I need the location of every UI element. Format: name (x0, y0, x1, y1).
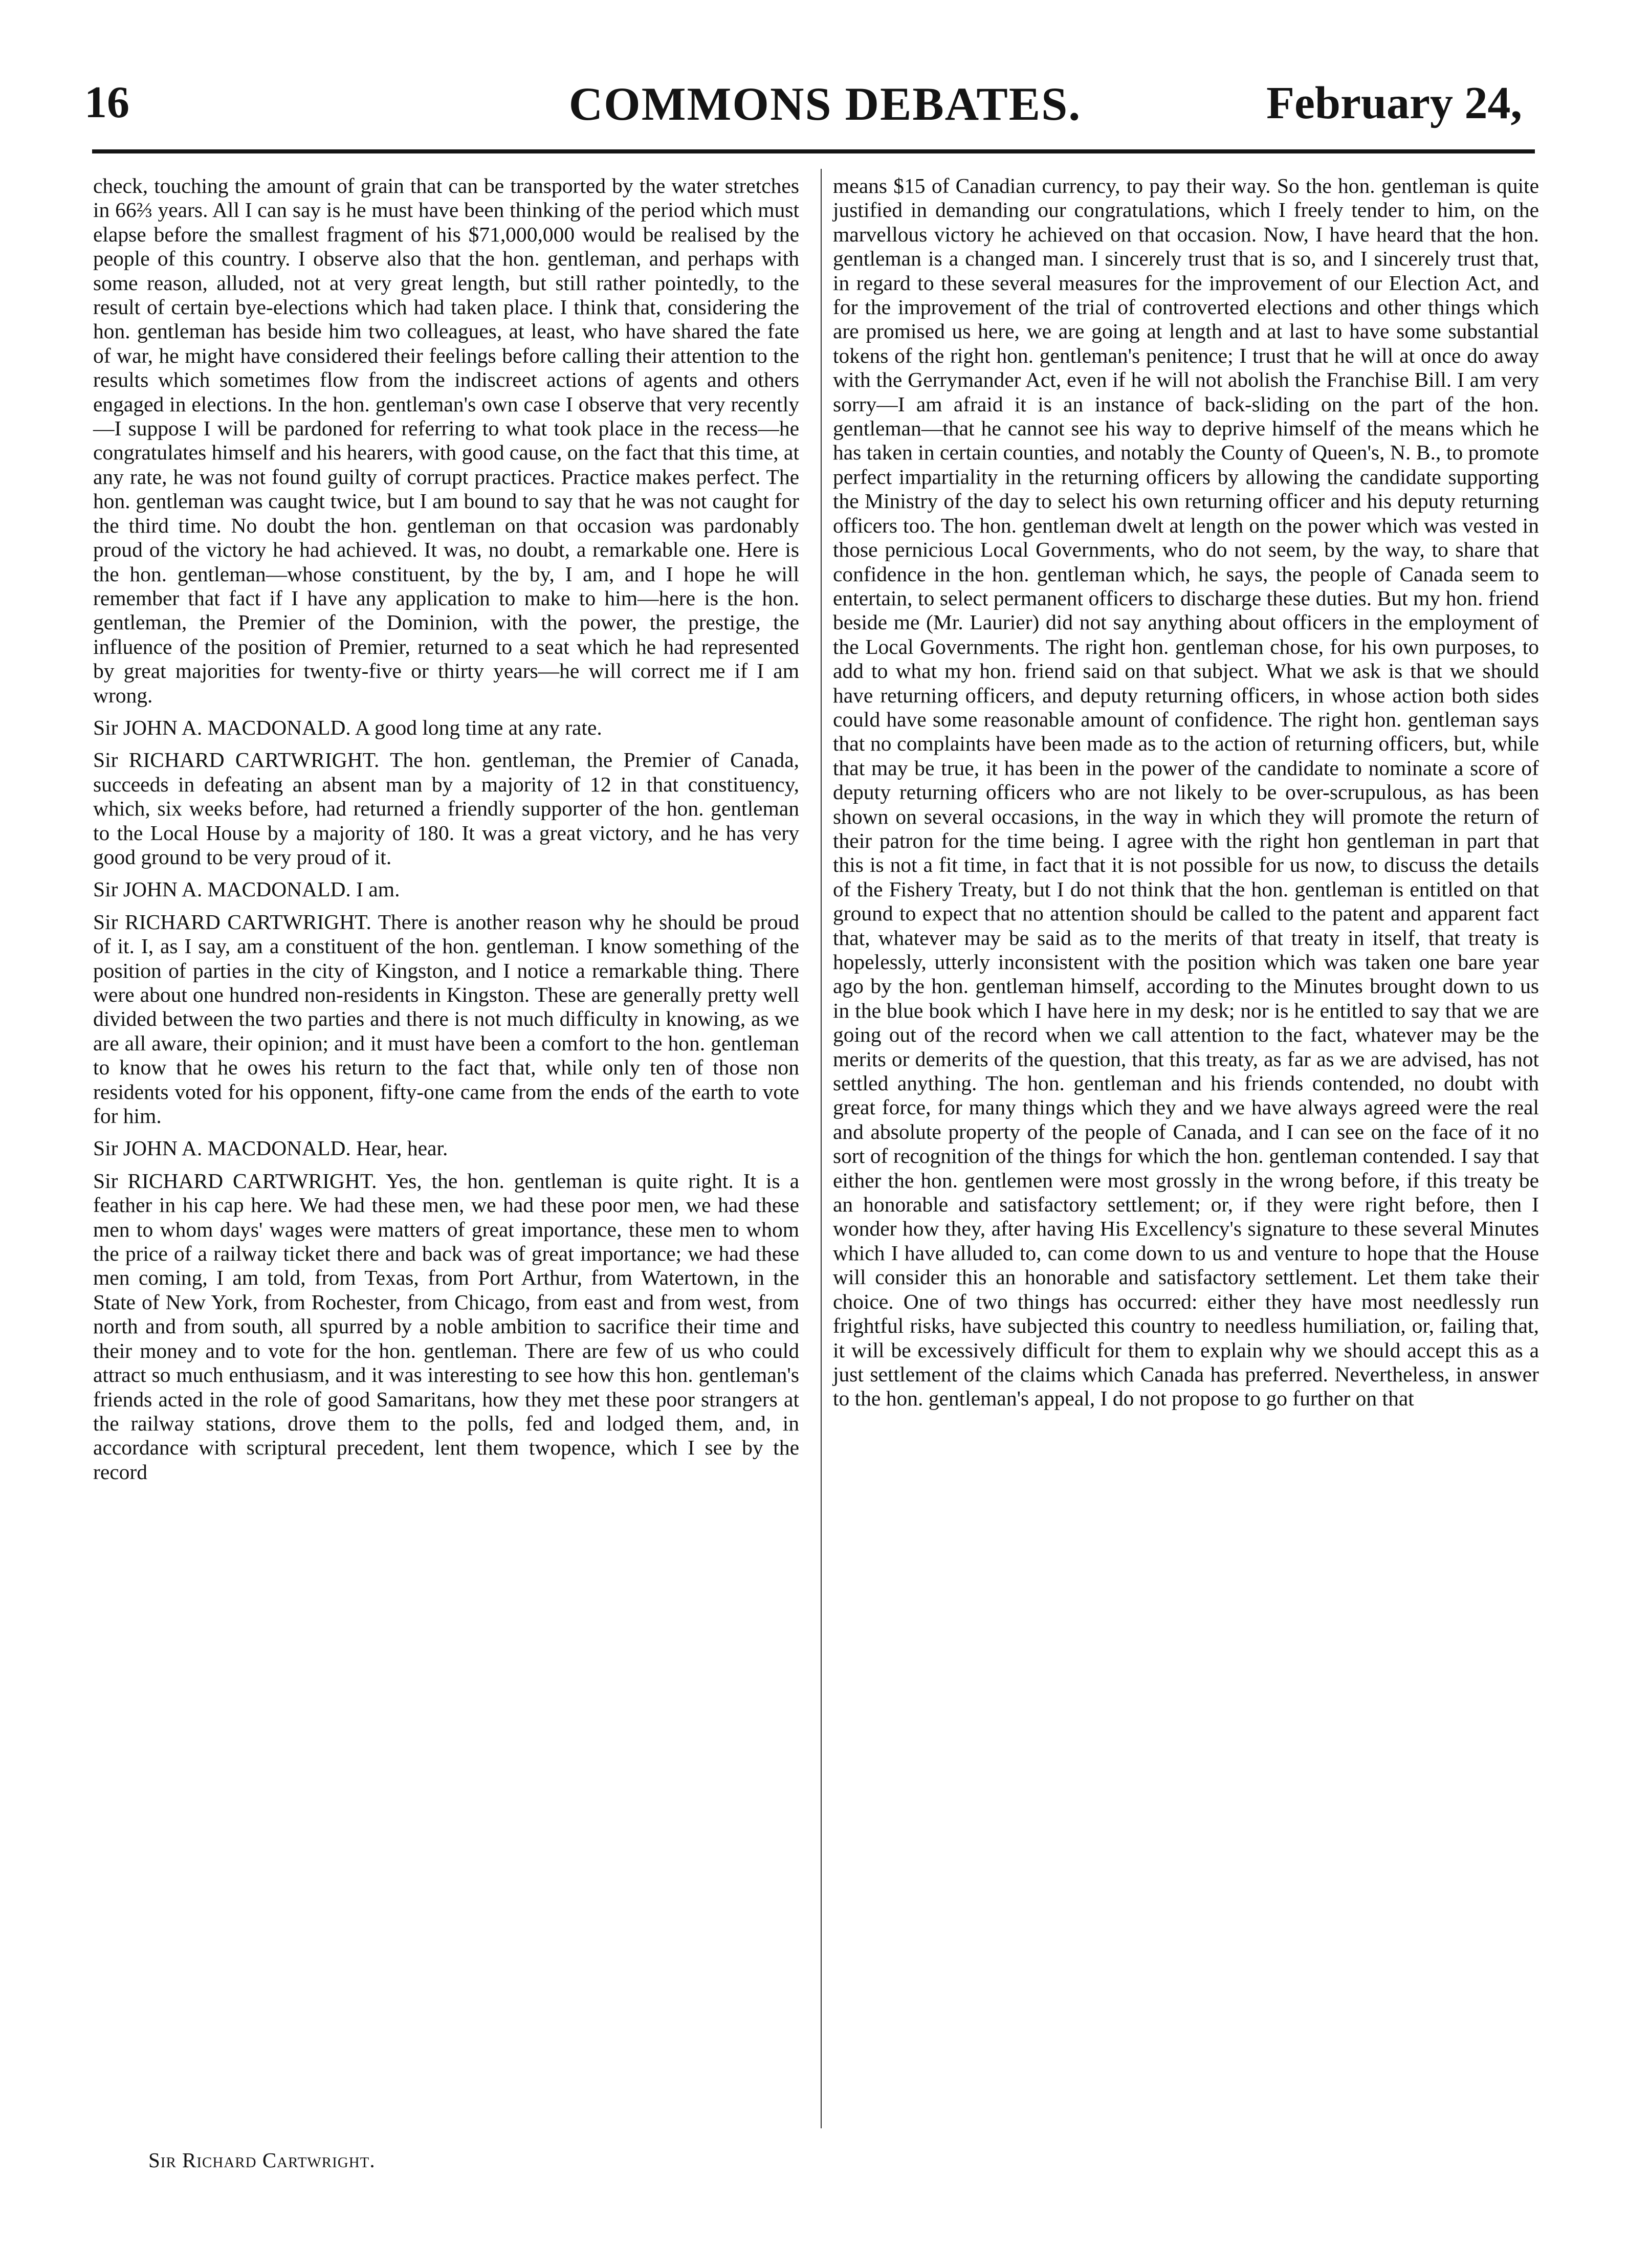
header-rule (92, 149, 1535, 153)
speaker-name: Sir JOHN A. MACDONALD. (93, 1136, 351, 1160)
right-column (833, 174, 1539, 1411)
paragraph (93, 910, 799, 1129)
paragraph (93, 1169, 799, 1484)
page-date: February 24, (1266, 78, 1522, 128)
left-column (93, 174, 799, 1484)
paragraph-text: check, touching the amount of grain that can be transported by the water stretches in 66⅔ years. All I can say is he must have been thinking of the period which must elapse before the smallest fragment of his $71,000,000 would be realised by the people of this country. I observe also that the hon. gentleman, and perhaps with some reason, alluded, not at very great length, but still rather pointedly, to the result of certain bye-elections which had taken place. I think that, considering the hon. gentleman has beside him two colleagues, at least, who have shared the fate of war, he might have considered their feelings before calling their attention to the results which sometimes flow from the indiscreet actions of agents and others engaged in elections. In the hon. gentleman's own case I observe that very recently—I suppose I will be pardoned for referring to what took place in the recess—he congratulates himself and his hearers, with good cause, on the fact that this time, at any rate, he was not found guilty of corrupt practices. Practice makes perfect. The hon. gentleman was caught twice, but I am bound to say that he was not caught for the third time. No doubt the hon. gentleman on that occasion was pardonably proud of the victory he had achieved. It was, no doubt, a remarkable one. Here is the hon. gentleman—whose constituent, by the by, I am, and I hope he will remember that fact if I have any application to make to him—here is the hon. gentleman, the Premier of the Dominion, with the power, the prestige, the influence of the position of Premier, returned to a seat which he had represented by great majorities for twenty-five or thirty years—he will correct me if I am wrong. (93, 174, 799, 707)
paragraph-text: Hear, hear. (356, 1136, 448, 1160)
footer-speaker-note: Sir Richard Cartwright. (148, 2148, 376, 2172)
speaker-name: Sir JOHN A. MACDONALD. (93, 715, 351, 739)
speaker-name: Sir JOHN A. MACDONALD. (93, 877, 351, 901)
paragraph-text: Yes, the hon. gentleman is quite right. It is a feather in his cap here. We had these men, we had these poor men, we had these men to whom days' wages were matters of great importance, these men to whom the price of a railway ticket there and back was of great importance; we had these men coming, I am told, from Texas, from Port Arthur, from Watertown, in the State of New York, from Rochester, from Chicago, from east and from west, from north and from south, all spurred by a noble ambition to sacrifice their time and their money and to vote for the hon. gentleman. There are few of us who could attract so much enthusiasm, and it was interesting to see how this hon. gentleman's friends acted in the role of good Samaritans, how they met these poor strangers at the railway stations, drove them to the polls, fed and lodged them, and, in accordance with scriptural precedent, lent them twopence, which I see by the record (93, 1169, 799, 1484)
paragraph-text: I am. (356, 877, 400, 901)
page-header (0, 72, 1650, 143)
speaker-name: Sir RICHARD CARTWRIGHT. (93, 1169, 377, 1193)
paragraph-text: means $15 of Canadian currency, to pay their way. So the hon. gentleman is quite justified in demanding our congratulations, which I freely tender to him, on the marvellous victory he achieved on that occasion. Now, I have heard that the hon. gentleman is a changed man. I sincerely trust that is so, and I sincerely trust that, in regard to these several measures for the improvement of our Election Act, and for the improvement of the trial of controverted elections and other things which are promised us here, we are going at length and at last to have some substantial tokens of the right hon. gentleman's penitence; I trust that he will at once do away with the Gerrymander Act, even if he will not abolish the Franchise Bill. I am very sorry—I am afraid it is an instance of back-sliding on the part of the hon. gentleman—that he cannot see his way to deprive himself of the means which he has taken in certain counties, and notably the County of Queen's, N. B., to promote perfect impartiality in the returning officers by allowing the candidate supporting the Ministry of the day to select his own returning officer and his deputy returning officers too. The hon. gentleman dwelt at length on the power which was vested in those pernicious Local Governments, who do not seem, by the way, to share that confidence in the hon. gentleman which, he says, the people of Canada seem to entertain, to select permanent officers to discharge these duties. But my hon. friend beside me (Mr. Laurier) did not say anything about officers in the employment of the Local Governments. The right hon. gentleman chose, for his own purposes, to add to what my hon. friend said on that subject. What we ask is that we should have returning officers, and deputy returning officers, in whose action both sides could have some reasonable amount of confidence. The right hon. gentleman says that no complaints have been made as to the action of returning officers, but, while that may be true, it has been in the power of the candidate to nominate a score of deputy returning officers who are not likely to be over-scrupulous, as has been shown on several occasions, in the way in which they will promote the return of their patron for the time being. I agree with the right hon gentleman in part that this is not a fit time, in fact that it is not possible for us now, to discuss the details of the Fishery Treaty, but I do not think that the hon. gentleman is entitled on that ground to expect that no attention should be called to the patent and apparent fact that, whatever may be said as to the merits of that treaty in itself, that treaty is hopelessly, utterly inconsistent with the position which was taken one bare year ago by the hon. gentleman himself, according to the Minutes brought down to us in the blue book which I have here in my desk; nor is he entitled to say that we are going out of the record when we call attention to the fact, whatever may be the merits or demerits of the question, that this treaty, as far as we are advised, has not settled anything. The hon. gentleman and his friends contended, no doubt with great force, for many things which they and we have always agreed were the real and absolute property of the people of Canada, and I can see on the face of it no sort of recognition of the things for which the hon. gentleman contended. I say that either the hon. gentlemen were most grossly in the wrong before, if this treaty be an honorable and satisfactory settlement; or, if they were right before, then I wonder how they, after having His Excellency's signature to these several Minutes which I have alluded to, can come down to us and venture to hope that the House will consider this an honorable and satisfactory settlement. Let them take their choice. One of two things has occurred: either they have most needlessly run frightful risks, have subjected this country to needless humiliation, or, failing that, it will be excessively difficult for them to explain why we should accept this as a just settlement of the claims which Canada has preferred. Nevertheless, in answer to the hon. gentleman's appeal, I do not propose to go further on that (833, 174, 1539, 1411)
speaker-name: Sir RICHARD CARTWRIGHT. (93, 748, 380, 772)
publication-title: COMMONS DEBATES. (568, 78, 1082, 130)
paragraph-text: A good long time at any rate. (355, 715, 602, 739)
speaker-name: Sir RICHARD CARTWRIGHT. (93, 910, 371, 934)
page-number: 16 (84, 78, 129, 127)
paragraph (833, 174, 1539, 1411)
paragraph (93, 877, 799, 901)
paragraph-text: The hon. gentleman, the Premier of Canada, succeeds in defeating an absent man by a majority of 12 in that constituency, which, six weeks before, had returned a friendly supporter of the hon. gentleman to the Local House by a majority of 180. It was a great victory, and he has very good ground to be very proud of it. (93, 748, 799, 869)
paragraph (93, 716, 799, 740)
paragraph (93, 1136, 799, 1160)
paragraph (93, 174, 799, 708)
paragraph-text: There is another reason why he should be proud of it. I, as I say, am a constituent of the hon. gentleman. I know something of the position of parties in the city of Kingston, and I notice a remarkable thing. There were about one hundred non-residents in Kingston. These are generally pretty well divided between the two parties and there is not much difficulty in knowing, as we are all aware, their opinion; and it must have been a comfort to the hon. gentleman to know that he owes his return to the fact that, while only ten of those non residents voted for his opponent, fifty-one came from the ends of the earth to vote for him. (93, 910, 799, 1128)
column-divider (821, 169, 822, 2128)
paragraph (93, 748, 799, 869)
